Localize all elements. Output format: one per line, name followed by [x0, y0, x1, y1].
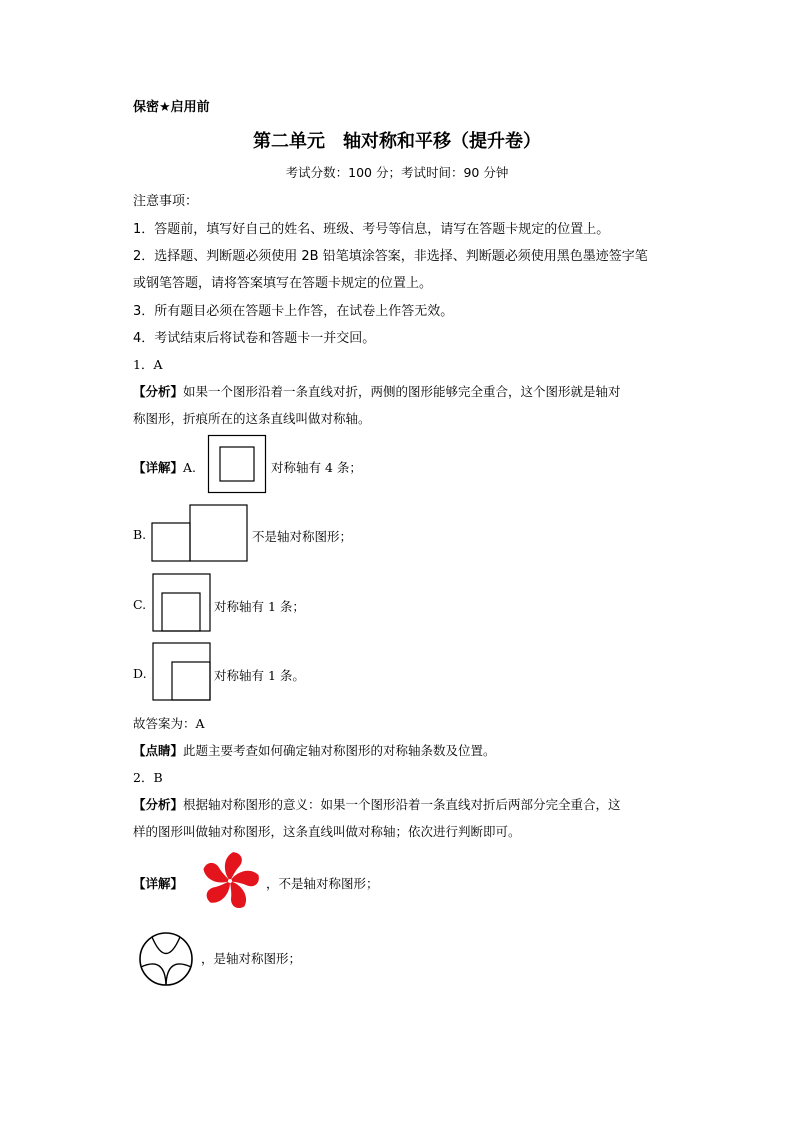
notes-item-1: 1．答题前，填写好自己的姓名、班级、考号等信息，请写在答题卡规定的位置上。 — [133, 222, 610, 237]
option-d-outer-square — [153, 643, 210, 700]
q2-analysis-line1: 根据轴对称图形的意义：如果一个图形沿着一条直线对折后两部分完全重合，这 — [183, 797, 621, 812]
q1-detail-tag: 【详解】 — [133, 460, 184, 475]
option-b-figure — [150, 503, 252, 565]
q1-comment-tag: 【点睛】 — [133, 743, 184, 758]
option-b-label: B. — [133, 527, 147, 542]
option-c-inner-square — [162, 593, 200, 631]
q1-detail — [133, 458, 196, 476]
option-a-label: A. — [183, 460, 197, 475]
option-a-figure — [207, 434, 269, 496]
notes-heading: 注意事项： — [133, 194, 199, 209]
option-c-label: C. — [133, 597, 147, 612]
q2-flower-text: ，不是轴对称图形； — [266, 876, 379, 891]
notes-item-4: 4．考试结束后将试卷和答题卡一并交回。 — [133, 331, 376, 346]
q1-analysis-line2: 称图形，折痕所在的这条直线叫做对称轴。 — [133, 411, 371, 426]
option-c-figure — [151, 572, 213, 634]
option-d-figure — [151, 641, 213, 703]
q1-comment — [133, 741, 496, 759]
option-b-text: 不是轴对称图形； — [252, 529, 353, 544]
q1-comment-text: 此题主要考查如何确定轴对称图形的对称轴条数及位置。 — [183, 743, 496, 758]
outer-circle — [140, 933, 192, 985]
option-c-text: 对称轴有 1 条； — [214, 599, 305, 614]
circle-arcs-figure — [137, 930, 197, 988]
option-d-inner-square — [172, 662, 210, 700]
q2-analysis — [133, 795, 621, 813]
q2-analysis-line2: 样的图形叫做轴对称图形，这条直线叫做对称轴；依次进行判断即可。 — [133, 824, 521, 839]
q2-analysis-tag: 【分析】 — [133, 797, 184, 812]
confidential-label: 保密★启用前 — [133, 100, 210, 115]
option-a-text: 对称轴有 4 条； — [271, 460, 362, 475]
option-b-small-square — [152, 523, 190, 561]
notes-item-2: 2．选择题、判断题必须使用 2B 铅笔填涂答案，非选择、判断题必须使用黑色墨迹签字笔 — [133, 249, 648, 264]
exam-info: 考试分数：100 分；考试时间：90 分钟 — [285, 165, 509, 180]
q2-number: 2．B — [133, 770, 163, 785]
bauhinia-flower-figure — [198, 850, 262, 912]
page-title: 第二单元 轴对称和平移（提升卷） — [253, 131, 541, 152]
q1-analysis-tag: 【分析】 — [133, 384, 184, 399]
option-d-label: D. — [133, 666, 147, 681]
option-a-outer-square — [209, 436, 266, 493]
flower-center — [228, 879, 232, 883]
q1-answer: 故答案为：A — [133, 716, 205, 731]
notes-item-3: 3．所有题目必须在答题卡上作答，在试卷上作答无效。 — [133, 304, 454, 319]
q2-detail-tag: 【详解】 — [133, 876, 184, 891]
option-d-text: 对称轴有 1 条。 — [214, 668, 305, 683]
option-a-inner-square — [220, 447, 254, 481]
q1-analysis — [133, 382, 621, 400]
notes-item-2-cont: 或钢笔答题，请将答案填写在答题卡规定的位置上。 — [133, 276, 433, 291]
q1-analysis-line1: 如果一个图形沿着一条直线对折，两侧的图形能够完全重合，这个图形就是轴对 — [183, 384, 621, 399]
option-b-large-square — [190, 505, 247, 561]
q1-number: 1．A — [133, 357, 163, 372]
arc-top — [152, 937, 180, 954]
q2-circle-text: ，是轴对称图形； — [201, 951, 302, 966]
